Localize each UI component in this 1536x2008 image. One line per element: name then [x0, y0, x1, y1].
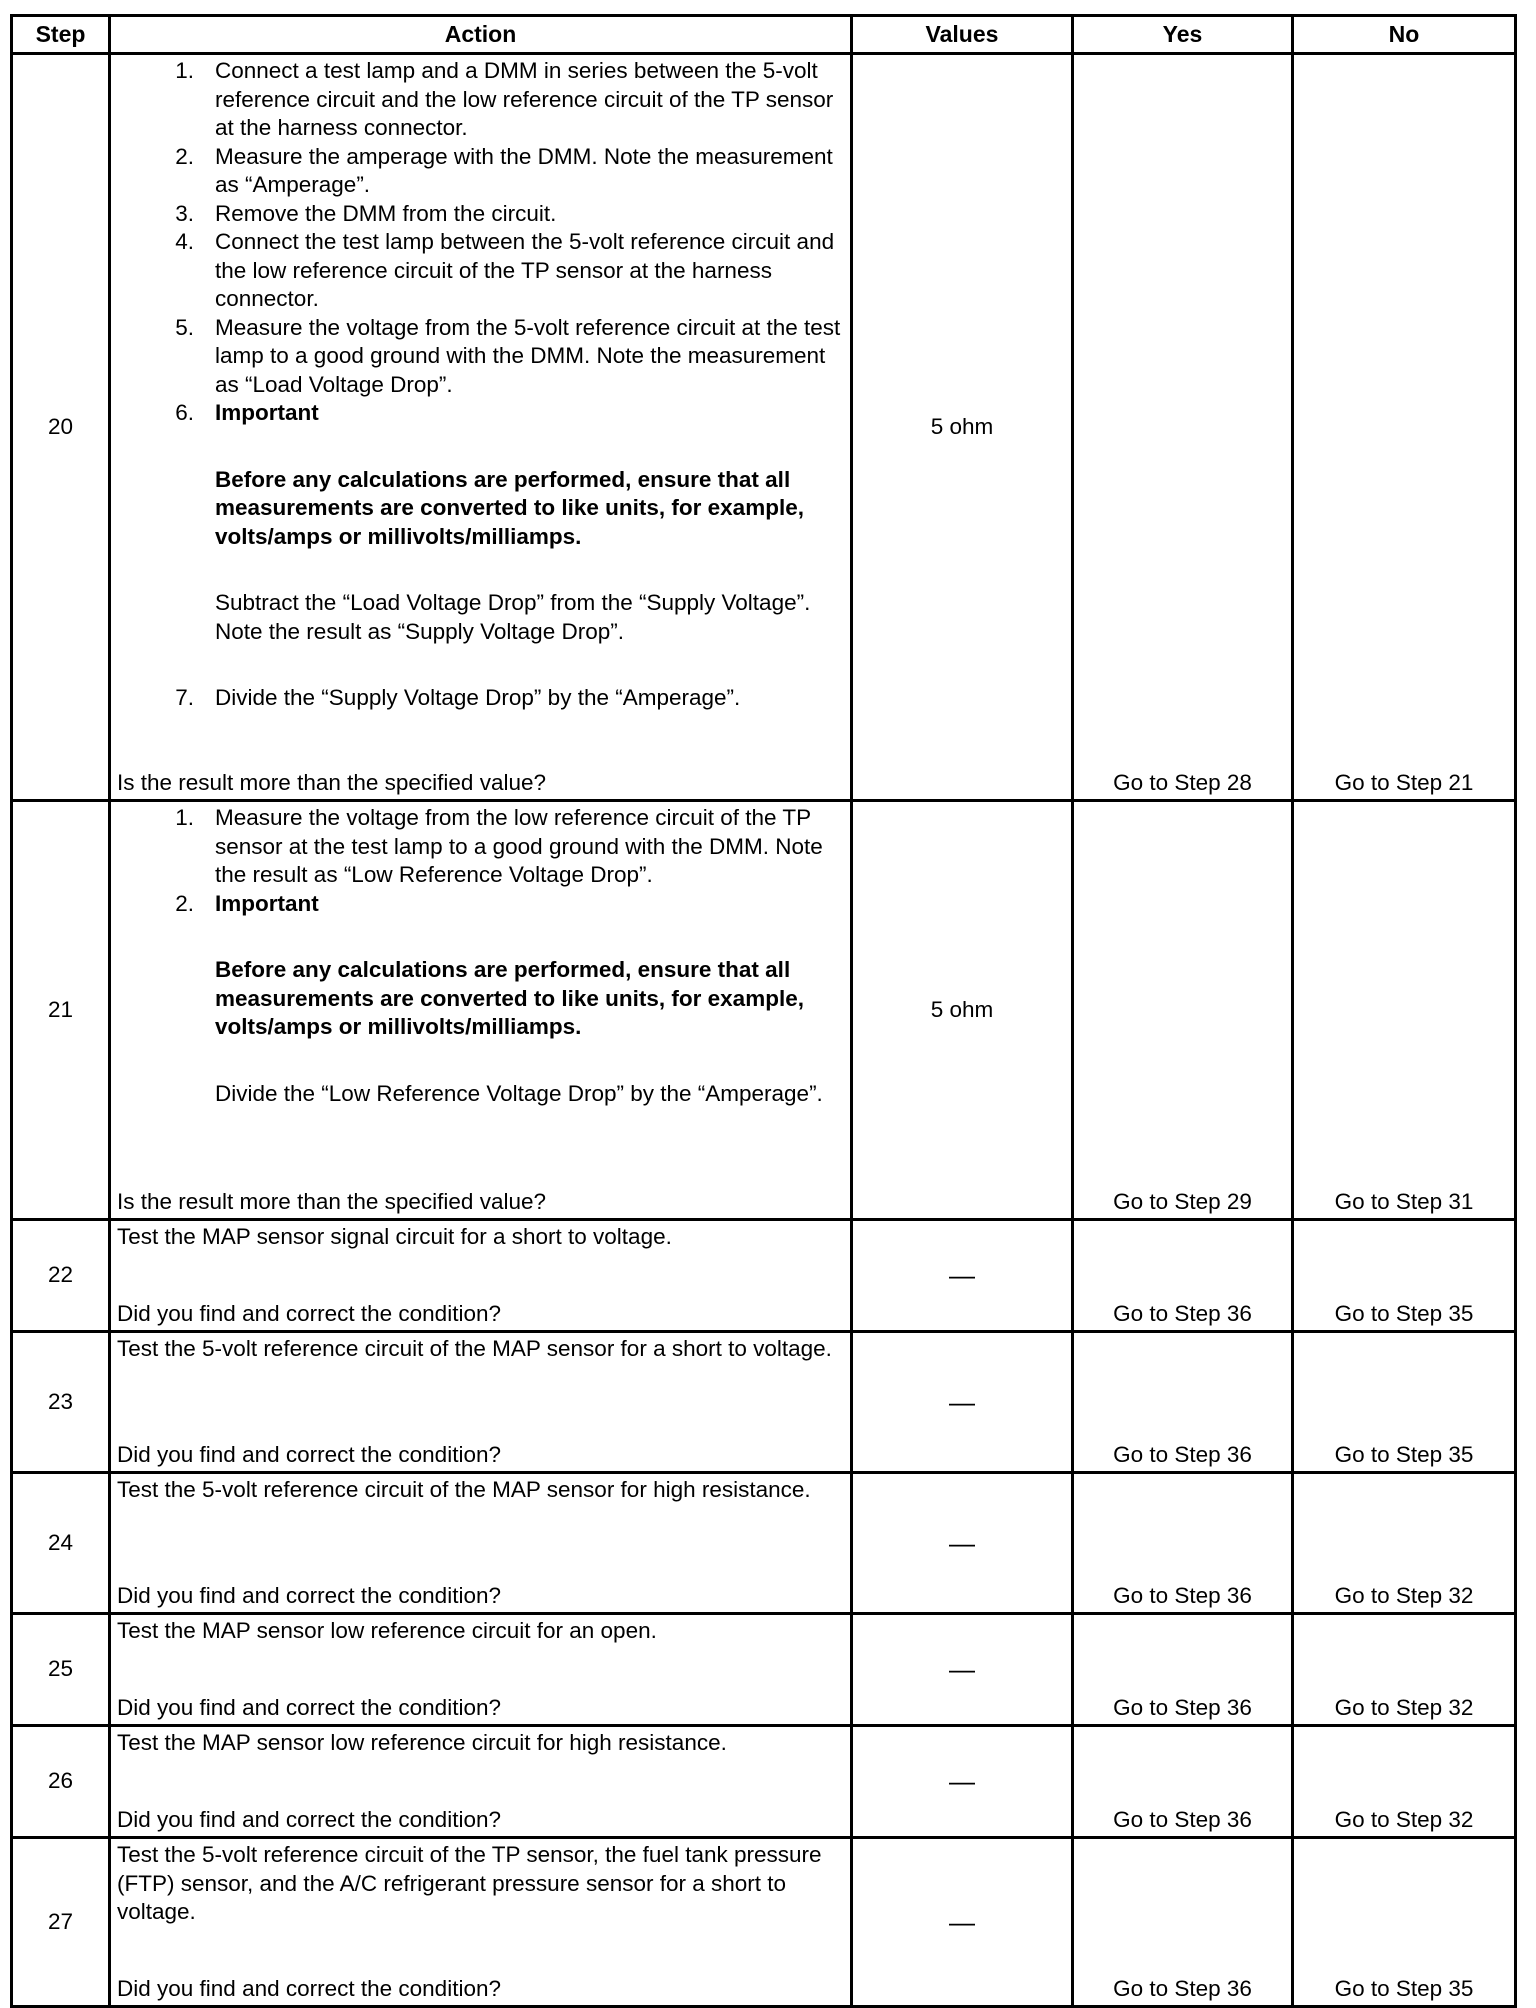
action-cell — [110, 1614, 852, 1726]
list-item — [117, 684, 844, 713]
item-text: Divide the “Low Reference Voltage Drop” by the “Amperage”. — [215, 1080, 823, 1106]
action-cell — [110, 1726, 852, 1838]
important-note: Before any calculations are performed, ensure that all measurements are converted to like units, for example, volts/amps or millivolts/milliamps. — [215, 466, 804, 549]
table-row — [12, 1473, 1516, 1614]
list-item — [117, 143, 844, 200]
item-number: 6. — [175, 400, 194, 425]
item-text: Connect a test lamp and a DMM in series between the 5-volt reference circuit and the low reference circuit of the TP sensor at the harness connector. — [215, 58, 834, 140]
table-row — [12, 1614, 1516, 1726]
yes-cell: Go to Step 36 — [1073, 1614, 1293, 1726]
list-item — [117, 200, 844, 229]
item-text: Measure the voltage from the 5-volt reference circuit at the test lamp to a good ground with the DMM. Note the measurement as “Load Voltage Drop”. — [215, 314, 841, 397]
list-item — [117, 804, 844, 890]
action-text: Test the 5-volt reference circuit of the MAP sensor for high resistance. — [117, 1477, 811, 1502]
important-title: Important — [215, 400, 319, 425]
table-row — [12, 1220, 1516, 1332]
step-number: 27 — [12, 1838, 110, 2007]
step-number: 20 — [12, 54, 110, 801]
value-cell: — — [852, 1473, 1073, 1614]
value-cell: — — [852, 1726, 1073, 1838]
item-text: Subtract the “Load Voltage Drop” from the “Supply Voltage”. Note the result as “Supply Voltage Drop”. — [215, 590, 811, 644]
header-no: No — [1293, 16, 1516, 54]
item-number: 5. — [175, 314, 194, 340]
header-row — [12, 16, 1516, 54]
table-row — [12, 801, 1516, 1220]
yes-cell: Go to Step 36 — [1073, 1332, 1293, 1473]
step-number: 21 — [12, 801, 110, 1220]
list-item — [117, 314, 844, 400]
question-text: Did you find and correct the condition? — [117, 1694, 501, 1720]
diagnostic-table — [10, 14, 1517, 2008]
yes-cell: Go to Step 36 — [1073, 1726, 1293, 1838]
no-cell: Go to Step 31 — [1293, 801, 1516, 1220]
item-number: 1. — [175, 58, 194, 83]
table-row — [12, 1838, 1516, 2007]
value-cell: — — [852, 1614, 1073, 1726]
action-text: Test the 5-volt reference circuit of the TP sensor, the fuel tank pressure (FTP) sensor, and the A/C refrigerant pressure sensor for a short to voltage. — [117, 1842, 822, 1924]
action-cell — [110, 801, 852, 1220]
item-number: 3. — [175, 200, 194, 226]
question-text: Is the result more than the specified value? — [117, 1188, 546, 1214]
item-text: Remove the DMM from the circuit. — [215, 200, 557, 226]
no-cell: Go to Step 35 — [1293, 1220, 1516, 1332]
table-row — [12, 1726, 1516, 1838]
no-cell: Go to Step 32 — [1293, 1614, 1516, 1726]
list-item — [117, 228, 844, 314]
question-text: Did you find and correct the condition? — [117, 1582, 501, 1608]
yes-cell: Go to Step 36 — [1073, 1473, 1293, 1614]
step-number: 24 — [12, 1473, 110, 1614]
value-cell: — — [852, 1838, 1073, 2007]
table-row — [12, 1332, 1516, 1473]
value-cell: 5 ohm — [852, 54, 1073, 801]
action-text: Test the 5-volt reference circuit of the MAP sensor for a short to voltage. — [117, 1336, 832, 1361]
list-item — [117, 890, 844, 1109]
step-number: 25 — [12, 1614, 110, 1726]
no-cell: Go to Step 32 — [1293, 1473, 1516, 1614]
step-number: 23 — [12, 1332, 110, 1473]
no-cell: Go to Step 32 — [1293, 1726, 1516, 1838]
yes-cell: Go to Step 29 — [1073, 801, 1293, 1220]
action-text: Test the MAP sensor low reference circuit for high resistance. — [117, 1730, 727, 1755]
value-cell: 5 ohm — [852, 801, 1073, 1220]
action-text: Test the MAP sensor signal circuit for a short to voltage. — [117, 1224, 672, 1249]
value-cell: — — [852, 1332, 1073, 1473]
action-cell — [110, 1473, 852, 1614]
action-cell — [110, 1838, 852, 2007]
list-item — [117, 399, 844, 646]
no-cell: Go to Step 35 — [1293, 1332, 1516, 1473]
value-cell: — — [852, 1220, 1073, 1332]
question-text: Is the result more than the specified value? — [117, 769, 546, 795]
item-number: 2. — [175, 143, 194, 169]
yes-cell: Go to Step 36 — [1073, 1838, 1293, 2007]
item-text: Measure the amperage with the DMM. Note the measurement as “Amperage”. — [215, 143, 833, 197]
header-step: Step — [12, 16, 110, 54]
action-cell — [110, 1332, 852, 1473]
question-text: Did you find and correct the condition? — [117, 1975, 501, 2001]
table-row — [12, 54, 1516, 801]
action-text: Test the MAP sensor low reference circuit for an open. — [117, 1618, 657, 1643]
item-text: Measure the voltage from the low reference circuit of the TP sensor at the test lamp to a good ground with the DMM. Note the result as “Low Reference Voltage Drop”. — [215, 805, 823, 887]
important-title: Important — [215, 890, 319, 916]
action-cell — [110, 54, 852, 801]
question-text: Did you find and correct the condition? — [117, 1806, 501, 1832]
step-number: 26 — [12, 1726, 110, 1838]
item-number: 1. — [175, 805, 194, 830]
action-steps — [117, 804, 844, 1108]
header-yes: Yes — [1073, 16, 1293, 54]
important-note: Before any calculations are performed, ensure that all measurements are converted to like units, for example, volts/amps or millivolts/milliamps. — [215, 957, 804, 1039]
header-values: Values — [852, 16, 1073, 54]
yes-cell: Go to Step 28 — [1073, 54, 1293, 801]
header-action: Action — [110, 16, 852, 54]
step-number: 22 — [12, 1220, 110, 1332]
list-item — [117, 57, 844, 143]
item-text: Connect the test lamp between the 5-volt reference circuit and the low reference circuit of the TP sensor at the harness connector. — [215, 229, 835, 311]
yes-cell: Go to Step 36 — [1073, 1220, 1293, 1332]
question-text: Did you find and correct the condition? — [117, 1441, 501, 1467]
question-text: Did you find and correct the condition? — [117, 1300, 501, 1326]
item-number: 4. — [175, 229, 194, 254]
item-number: 2. — [175, 890, 194, 916]
item-text: Divide the “Supply Voltage Drop” by the “Amperage”. — [215, 685, 741, 710]
action-cell — [110, 1220, 852, 1332]
no-cell: Go to Step 21 — [1293, 54, 1516, 801]
action-steps — [117, 57, 844, 713]
item-number: 7. — [175, 685, 194, 710]
no-cell: Go to Step 35 — [1293, 1838, 1516, 2007]
